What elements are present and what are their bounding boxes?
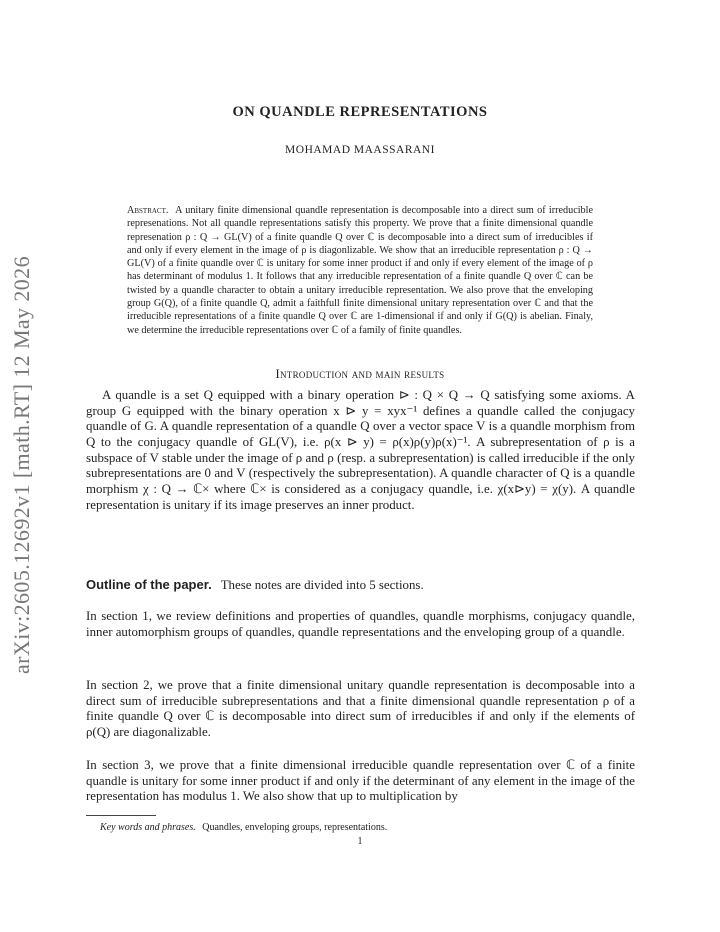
outline-paragraph — [86, 577, 635, 594]
section1-paragraph: In section 1, we review definitions and properties of quandles, quandle morphisms, conjugacy quandle, inner automorphism groups of quandles, quandle representations and the enveloping group of a quandle. — [86, 609, 635, 639]
abstract-text: A unitary finite dimensional quandle representation is decomposable into a direct sum of irreducible represenations. Not all quandle representations satisfy this property. We prove that a finite dimensional quandle represenation ρ : Q → GL(V) of a finite quandle Q over ℂ is decomposable into a direct sum of irreducibles if and only if every element in the image of ρ is diagonlizable. We show that an irreducible representation ρ : Q → GL(V) of a finite quandle over ℂ is unitary for some inner product if and only if every element of the image of ρ has determinant of modulus 1. It follows that any irreducible representation of a finite quandle Q over ℂ can be twisted by a quandle character to obtain a unitary irreducible representation. We also prove that the enveloping group G(Q), of a finite quandle Q, admit a faithfull finite dimensional unitary representation over ℂ and that the irreducible representations of a finite quandle Q over ℂ are 1-dimensional if and only if G(Q) is abelian. Finaly, we determine the irreducible representations over ℂ of a family of finite quandles. — [127, 205, 594, 336]
outline-heading: Outline of the paper. — [86, 577, 212, 592]
footnote — [100, 822, 387, 833]
intro-paragraph: A quandle is a set Q equipped with a binary operation ⊳ : Q × Q → Q satisfying some axioms. A group G equipped with the binary operation x ⊳ y = xyx⁻¹ defines a quandle called the conjugacy quandle of G. A quandle representation of a quandle Q over a vector space V is a quandle morphism from Q to the conjugacy quandle of GL(V), i.e. ρ(x ⊳ y) = ρ(x)ρ(y)ρ(x)⁻¹. A subrepresentation of ρ is a subspace of V stable under the image of ρ and ρ (resp. a subrepresentation) is called irreducible if the only subrepresentations are 0 and V (respectively the subrepresentation). A quandle character of Q is a quandle morphism χ : Q → ℂ× where ℂ× is considered as a conjugacy quandle, i.e. χ(x⊳y) = χ(y). A quandle representation is unitary if its image preserves an inner product. — [86, 388, 635, 512]
section-heading: Introduction and main results — [275, 367, 445, 381]
abstract — [127, 204, 593, 337]
footnote-rule — [86, 815, 156, 816]
author-name: MOHAMAD MAASSARANI — [285, 144, 435, 156]
paper-title: ON QUANDLE REPRESENTATIONS — [232, 104, 488, 120]
arxiv-stamp-text: arXiv:2605.12692v1 [math.RT] 12 May 2026 — [9, 256, 34, 674]
arxiv-identifier-stamp — [4, 245, 40, 685]
section2-paragraph: In section 2, we prove that a finite dimensional unitary quandle representation is decomposable into a direct sum of irreducible subrepresentations and that a finite dimensional quandle representation ρ of a finite quandle Q over ℂ is decomposable into direct sum of irreducibles if and only if the elements of ρ(Q) are diagonalizable. — [86, 678, 635, 739]
section3-paragraph: In section 3, we prove that a finite dimensional irreducible quandle representation over ℂ of a finite quandle is unitary for some inner product if and only if the determinant of any element in the image of the representation has modulus 1. We also show that up to multiplication by — [86, 758, 635, 804]
page-number: 1 — [357, 836, 363, 847]
footnote-text: Quandles, enveloping groups, representations. — [202, 822, 388, 833]
abstract-label: Abstract. — [127, 205, 169, 216]
outline-text: These notes are divided into 5 sections. — [220, 578, 424, 592]
footnote-label: Key words and phrases. — [100, 822, 196, 833]
